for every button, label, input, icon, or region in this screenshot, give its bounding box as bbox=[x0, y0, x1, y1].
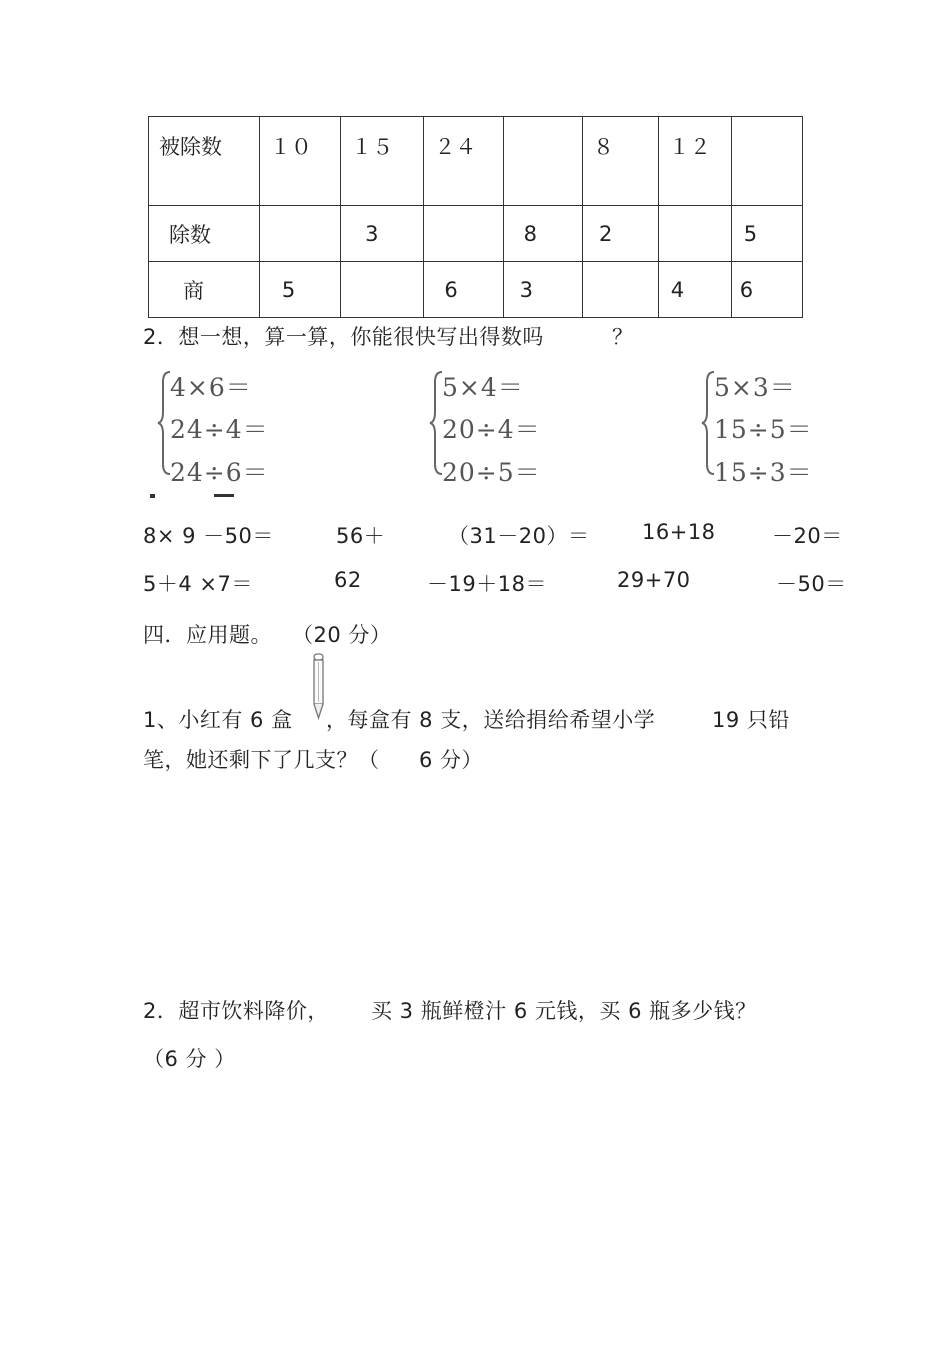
calc-item: －20＝ bbox=[772, 524, 843, 548]
formula: 24÷4＝ bbox=[170, 415, 269, 444]
formula: 20÷5＝ bbox=[442, 458, 541, 487]
table-cell: 6 bbox=[731, 262, 802, 318]
section-4-score: （20 分） bbox=[292, 623, 392, 647]
problem-1-text: 19 只铅 bbox=[712, 708, 790, 732]
table-cell: 5 bbox=[259, 262, 340, 318]
table-header-cell: 商 bbox=[149, 262, 260, 318]
section-4-title: 四．应用题。 bbox=[143, 623, 272, 647]
table-cell: ８ bbox=[582, 117, 658, 206]
formula: 20÷4＝ bbox=[442, 415, 541, 444]
table-row-divisor bbox=[149, 206, 803, 262]
calc-item: （31－20）＝ bbox=[448, 524, 590, 548]
calc-item: 29+70 bbox=[617, 568, 691, 592]
table-cell: 3 bbox=[341, 206, 424, 262]
table-row-quotient bbox=[149, 262, 803, 318]
table-cell bbox=[731, 117, 802, 206]
table-cell bbox=[259, 206, 340, 262]
formula: 4×6＝ bbox=[170, 373, 252, 402]
scan-artifact bbox=[214, 494, 234, 497]
problem-1-text: ，每盒有 8 支，送给捐给希望小学 bbox=[326, 708, 656, 732]
calc-item: 62 bbox=[334, 568, 362, 592]
table-cell: １２ bbox=[658, 117, 731, 206]
calc-item: 56＋ bbox=[336, 524, 386, 548]
problem-2-text: 2．超市饮料降价， bbox=[143, 999, 329, 1023]
table-cell: １０ bbox=[259, 117, 340, 206]
calc-item: －50＝ bbox=[776, 572, 847, 596]
table-cell bbox=[658, 206, 731, 262]
question-2-title: 2．想一想，算一算，你能很快写出得数吗 bbox=[143, 325, 544, 349]
table-header-cell: 除数 bbox=[149, 206, 260, 262]
scan-artifact bbox=[150, 494, 155, 498]
formula: 5×3＝ bbox=[714, 373, 796, 402]
question-2-qmark: ？ bbox=[612, 325, 634, 349]
table-cell: 5 bbox=[731, 206, 802, 262]
table-cell: 8 bbox=[503, 206, 582, 262]
formula: 15÷5＝ bbox=[714, 415, 813, 444]
formula: 24÷6＝ bbox=[170, 458, 269, 487]
table-cell: １５ bbox=[341, 117, 424, 206]
table-cell: 3 bbox=[503, 262, 582, 318]
formula: 15÷3＝ bbox=[714, 458, 813, 487]
table-cell: 6 bbox=[424, 262, 503, 318]
problem-1-text: 笔，她还剩下了几支？（ bbox=[143, 748, 380, 772]
problem-2-text: 买 3 瓶鲜橙汁 6 元钱，买 6 瓶多少钱？ bbox=[371, 999, 757, 1023]
problem-2-score: （6 分 ） bbox=[143, 1047, 236, 1071]
table-cell: ２４ bbox=[424, 117, 503, 206]
problem-1-text: 1、小红有 6 盒 bbox=[143, 708, 293, 732]
formula: 5×4＝ bbox=[442, 373, 524, 402]
table-cell: 2 bbox=[582, 206, 658, 262]
calc-item: 16+18 bbox=[642, 520, 716, 544]
division-table bbox=[148, 116, 803, 318]
table-cell bbox=[341, 262, 424, 318]
table-header-cell: 被除数 bbox=[149, 117, 260, 206]
table-cell bbox=[582, 262, 658, 318]
calc-item: －19＋18＝ bbox=[427, 572, 547, 596]
table-cell bbox=[503, 117, 582, 206]
table-cell bbox=[424, 206, 503, 262]
problem-1-score: 6 分） bbox=[419, 748, 484, 772]
table-cell: 4 bbox=[658, 262, 731, 318]
calc-item: 5＋4 ×7＝ bbox=[143, 572, 253, 596]
calc-item: 8× 9 －50＝ bbox=[143, 524, 274, 548]
table-row-dividend bbox=[149, 117, 803, 206]
